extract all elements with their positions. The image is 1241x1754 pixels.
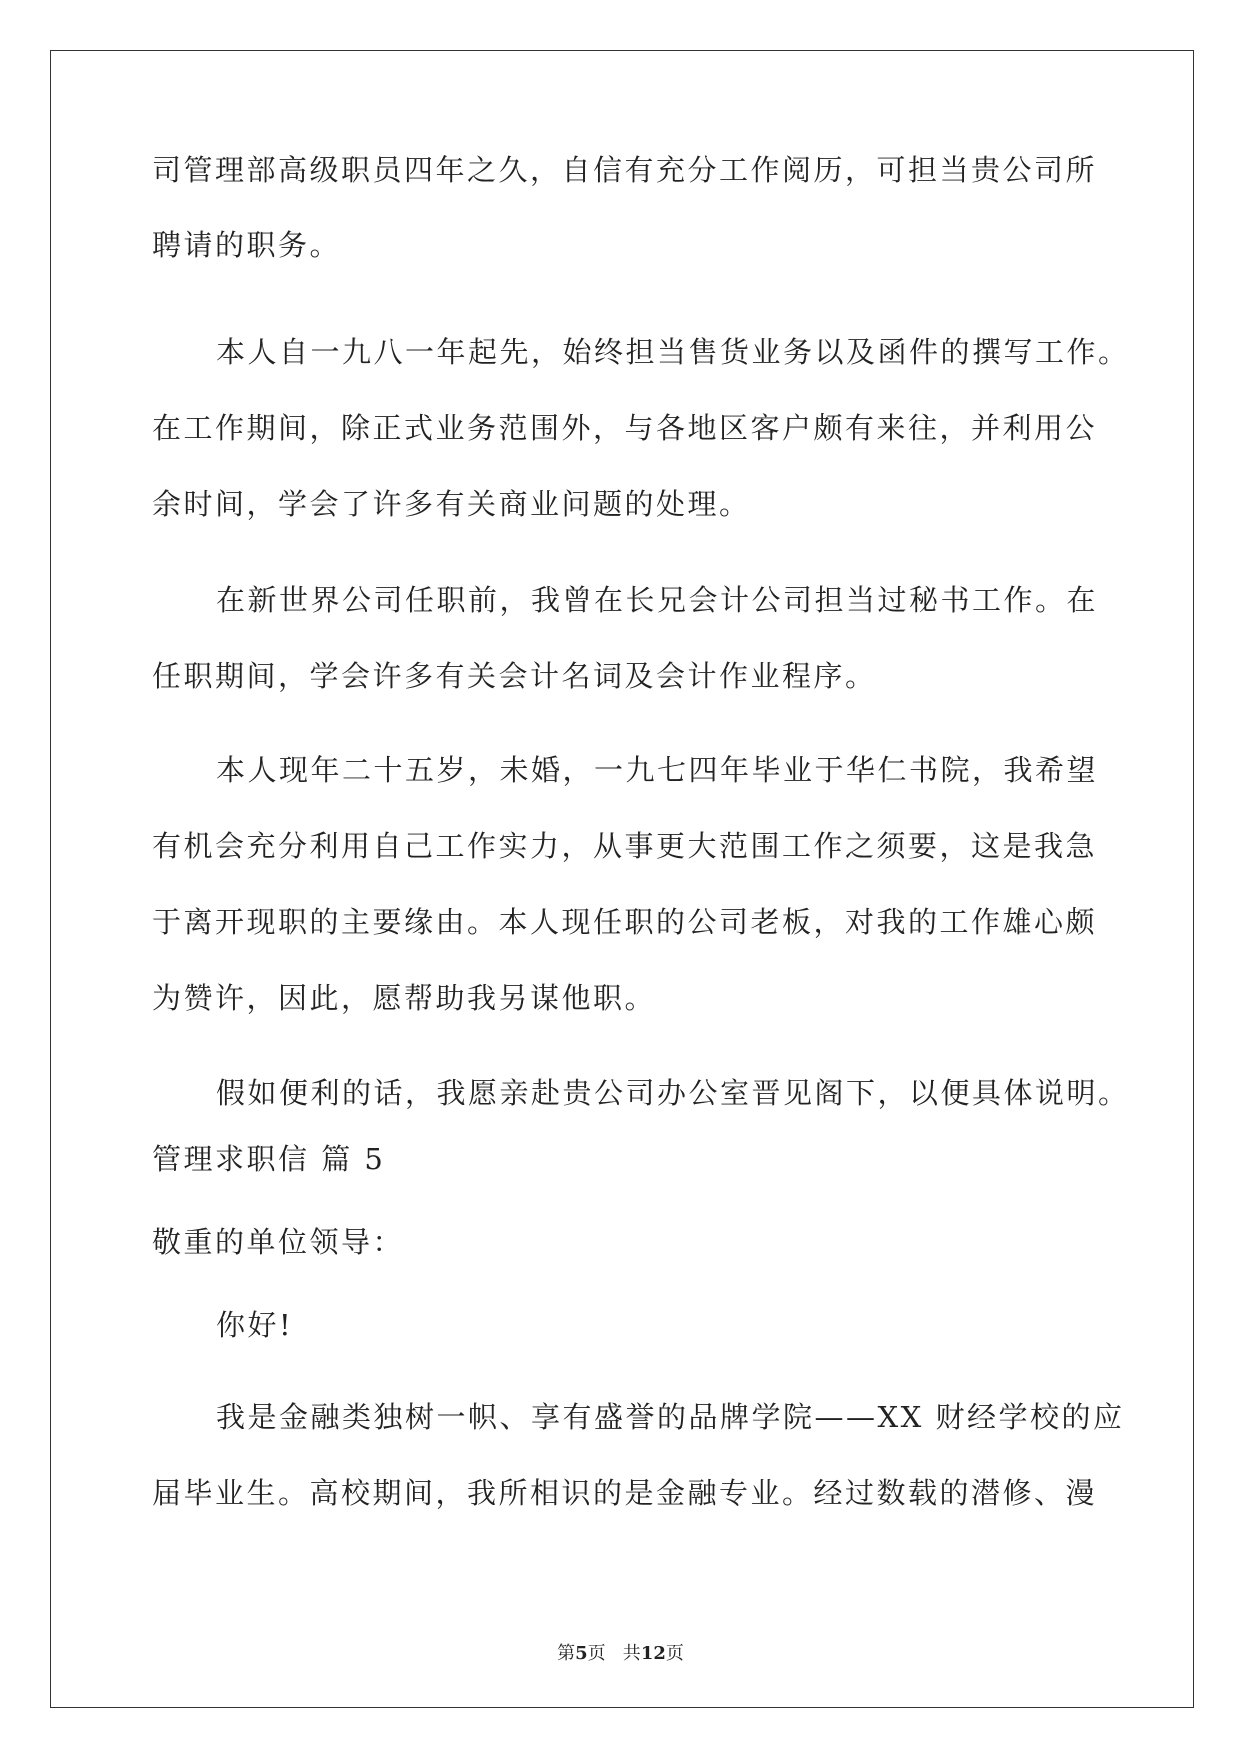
page-footer <box>0 1642 1241 1666</box>
page-border <box>50 50 1194 1708</box>
text-line: 有机会充分利用自己工作实力，从事更大范围工作之须要，这是我急 <box>152 829 1098 863</box>
text-line: 届毕业生。高校期间，我所相识的是金融专业。经过数载的潜修、漫 <box>152 1476 1098 1510</box>
footer-suffix: 页 <box>665 1643 684 1664</box>
footer-page-number: 5 <box>575 1643 588 1664</box>
text-line: 我是金融类独树一帜、享有盛誉的品牌学院——XX 财经学校的应 <box>216 1400 1125 1434</box>
section-heading: 管理求职信 篇 5 <box>152 1142 386 1176</box>
text-line: 于离开现职的主要缘由。本人现任职的公司老板，对我的工作雄心颇 <box>152 905 1098 939</box>
text-line: 聘请的职务。 <box>152 228 342 262</box>
text-line: 为赞许，因此，愿帮助我另谋他职。 <box>152 981 657 1015</box>
greeting: 你好! <box>216 1308 294 1342</box>
text-line: 余时间，学会了许多有关商业问题的处理。 <box>152 487 751 521</box>
text-line: 司管理部高级职员四年之久，自信有充分工作阅历，可担当贵公司所 <box>152 153 1098 187</box>
text-line: 在工作期间，除正式业务范围外，与各地区客户颇有来往，并利用公 <box>152 411 1098 445</box>
text-line: 在新世界公司任职前，我曾在长兄会计公司担当过秘书工作。在 <box>216 583 1099 617</box>
footer-mid: 页 共 <box>587 1643 641 1664</box>
footer-prefix: 第 <box>557 1643 576 1664</box>
text-line: 假如便利的话，我愿亲赴贵公司办公室晋见阁下，以便具体说明。 <box>216 1076 1130 1110</box>
text-line: 本人自一九八一年起先，始终担当售货业务以及函件的撰写工作。 <box>216 335 1130 369</box>
salutation: 敬重的单位领导： <box>152 1225 405 1259</box>
footer-total-pages: 12 <box>640 1643 666 1664</box>
text-line: 本人现年二十五岁，未婚，一九七四年毕业于华仁书院，我希望 <box>216 753 1099 787</box>
text-line: 任职期间，学会许多有关会计名词及会计作业程序。 <box>152 659 877 693</box>
